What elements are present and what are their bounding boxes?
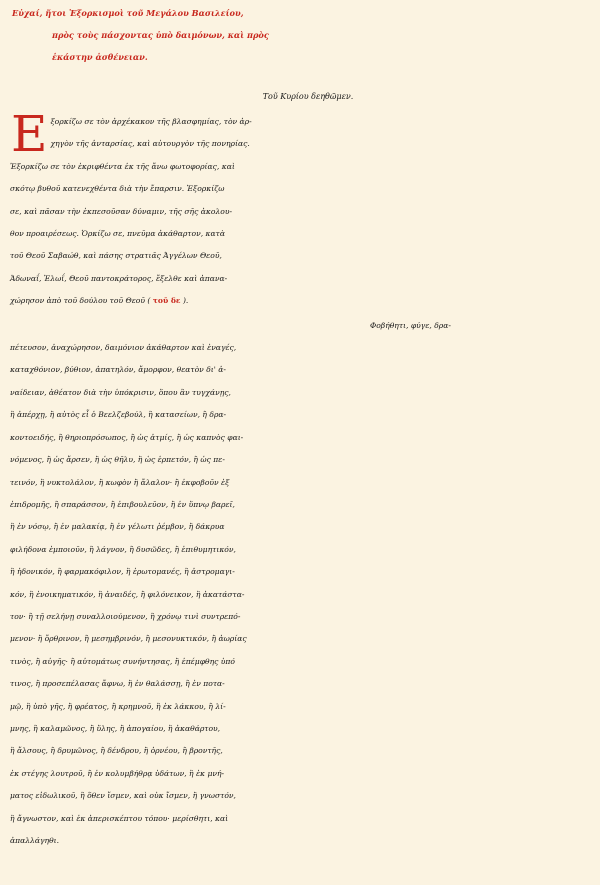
text-line: ἢ ἄγνωστον, καὶ ἐκ ἀπερισκέπτου τόπου· μερίσθητι, καὶ [10,813,229,823]
text-line: ναίδειαν, ἀθέατον διὰ τὴν ὑπόκρισιν, ὅπου ἂν τυγχάνῃς, [10,387,231,397]
text-line: ἢ ἄλσους, ἢ δρυμῶνος, ἢ δένδρου, ἢ ὀρνέου, ἢ βροντῆς, [10,746,223,756]
text-line: Φοβήθητι, φύγε, δρα- [370,320,451,330]
text-line: ξορκίζω σε τὸν ἀρχέκακον τῆς βλασφημίας, τὸν ἀρ- [50,117,252,126]
text-line: θον προαιρέσεως. Ὁρκίζω σε, πνεῦμα ἀκάθαρτον, κατὰ [10,229,225,239]
text-line: μενον· ἢ ὄρθρινον, ἢ μεσημβρινόν, ἢ μεσονυκτικόν, ἢ ἀωρίας [10,634,247,644]
text-line: τινος, ἢ προσεπέλασας ἄφνω, ἢ ἐν θαλάσσῃ, ἢ ἐν ποτα- [10,679,225,689]
text-line: σκότῳ βυθοῦ κατενεχθέντα διὰ τὴν ἔπαρσιν. Ἐξορκίζω [10,184,225,194]
text-line: μῷ, ἢ ὑπὸ γῆς, ἢ φρέατος, ἢ κρημνοῦ, ἢ ἐκ λάκκου, ἢ λί- [10,701,226,711]
text-line: σε, καὶ πᾶσαν τὴν ἐκπεσοῦσαν δύναμιν, τῆς σῆς ἀκολου- [10,206,233,216]
text-line: ἐπιδρομῆς, ἢ σπαράσσον, ἢ ἐπιβουλεῦον, ἢ ἐν ὕπνῳ βαρεῖ, [10,499,235,509]
rubric-red-word: τοῦ δε [152,296,181,306]
text-line: ἢ ἡδονικόν, ἢ φαρμακόφιλον, ἢ ἐρωτομανές, ἢ ἀστρομαγι- [10,567,235,577]
text-line: τοῦ Θεοῦ Σαβαώθ, καὶ πάσης στρατιᾶς Ἀγγέλων Θεοῦ, [10,251,222,261]
title-line: Εὐχαί, ἤτοι Ἐξορκισμοὶ τοῦ Μεγάλου Βασιλείου, [12,8,244,18]
title-line: πρὸς τοὺς πάσχοντας ὑπὸ δαιμόνων, καὶ πρὸς [52,30,269,40]
text-line: ἢ ἐν νόσῳ, ἢ ἐν μαλακίᾳ, ἢ ἐν γέλωτι ῥέμβον, ἢ δάκρυα [10,522,225,532]
subtitle: Τοῦ Κυρίου δεηθῶμεν. [262,92,354,101]
text-line: ματος εἰδωλικοῦ, ἢ ὅθεν ἴσμεν, καὶ οὐκ ἴσμεν, ἢ γνωστόν, [10,791,236,801]
text-line: φιλήδονα ἐμποιοῦν, ἢ λάγνον, ἢ δυσῶδες, ἢ ἐπιθυμητικόν, [10,544,236,554]
drop-cap: Ε [11,105,48,163]
page-title [10,2,596,68]
text-line: τον· ἢ τῇ σελήνῃ συναλλοιούμενον, ἢ χρόνῳ τινὶ συντρεπό- [10,611,241,621]
paragraph-1 [10,105,596,313]
text-line: κοντοειδής, ἢ θηριοπρόσωπος, ἢ ὡς ἀτμίς, ἢ ὡς καπνὸς φαι- [10,432,244,442]
text-line: κόν, ἢ ἐνοικηματικόν, ἢ ἀναιδές, ἢ φιλόνεικον, ἢ ἀκατάστα- [10,589,245,599]
text-fragment: χώρησον ἀπὸ τοῦ δούλου τοῦ Θεοῦ ( [10,296,151,306]
text-line: πέτευσον, ἀναχώρησον, δαιμόνιον ἀκάθαρτον καὶ ἐναγές, [10,343,237,353]
text-line [10,290,596,312]
title-line: ἑκάστην ἀσθένειαν. [52,52,148,62]
text-line: χηγὸν τῆς ἀνταρσίας, καὶ αὐτουργὸν τῆς πονηρίας. [50,139,250,149]
text-line: μνης, ἢ καλαμῶνος, ἢ ὕλης, ἢ ἀπογαίου, ἢ ἀκαθάρτου, [10,723,221,733]
text-line: Ἀδωναΐ, Ἐλωΐ, Θεοῦ παντοκράτορος, ἔξελθε καὶ ἀπανα- [10,273,228,283]
text-line: ἢ ἀπέρχῃ, ἢ αὐτὸς εἶ ὁ Βεελζεβούλ, ἢ κατασείων, ἢ δρα- [10,410,227,420]
text-line: τινὸς, ἢ αὐγῆς· ἢ αὐτομάτως συνήντησας, ἢ ἐπέμφθης ὑπό [10,656,235,666]
paragraph-2 [10,315,596,853]
text-fragment: ). [182,296,189,306]
text-line: ἀπαλλάγηθι. [10,836,60,845]
text-line: νόμενος, ἢ ὡς ἄρσεν, ἢ ὡς θῆλυ, ἢ ὡς ἑρπετόν, ἢ ὡς πε- [10,455,225,465]
text-line: Ἐξορκίζω σε τὸν ἐκριφθέντα ἐκ τῆς ἄνω φωτοφορίας, καὶ [10,161,235,171]
text-line: ἐκ στέγης λουτροῦ, ἢ ἐν κολυμβήθρᾳ ὑδάτων, ἢ ἐκ μνή- [10,768,225,778]
text-line: καταχθόνιον, βύθιον, ἀπατηλόν, ἄμορφον, θεατὸν δι' ἀ- [10,365,226,375]
text-line: τεινόν, ἢ νυκτολάλον, ἢ κωφὸν ἢ ἄλαλον· ἢ ἐκφοβοῦν ἐξ [10,477,230,487]
